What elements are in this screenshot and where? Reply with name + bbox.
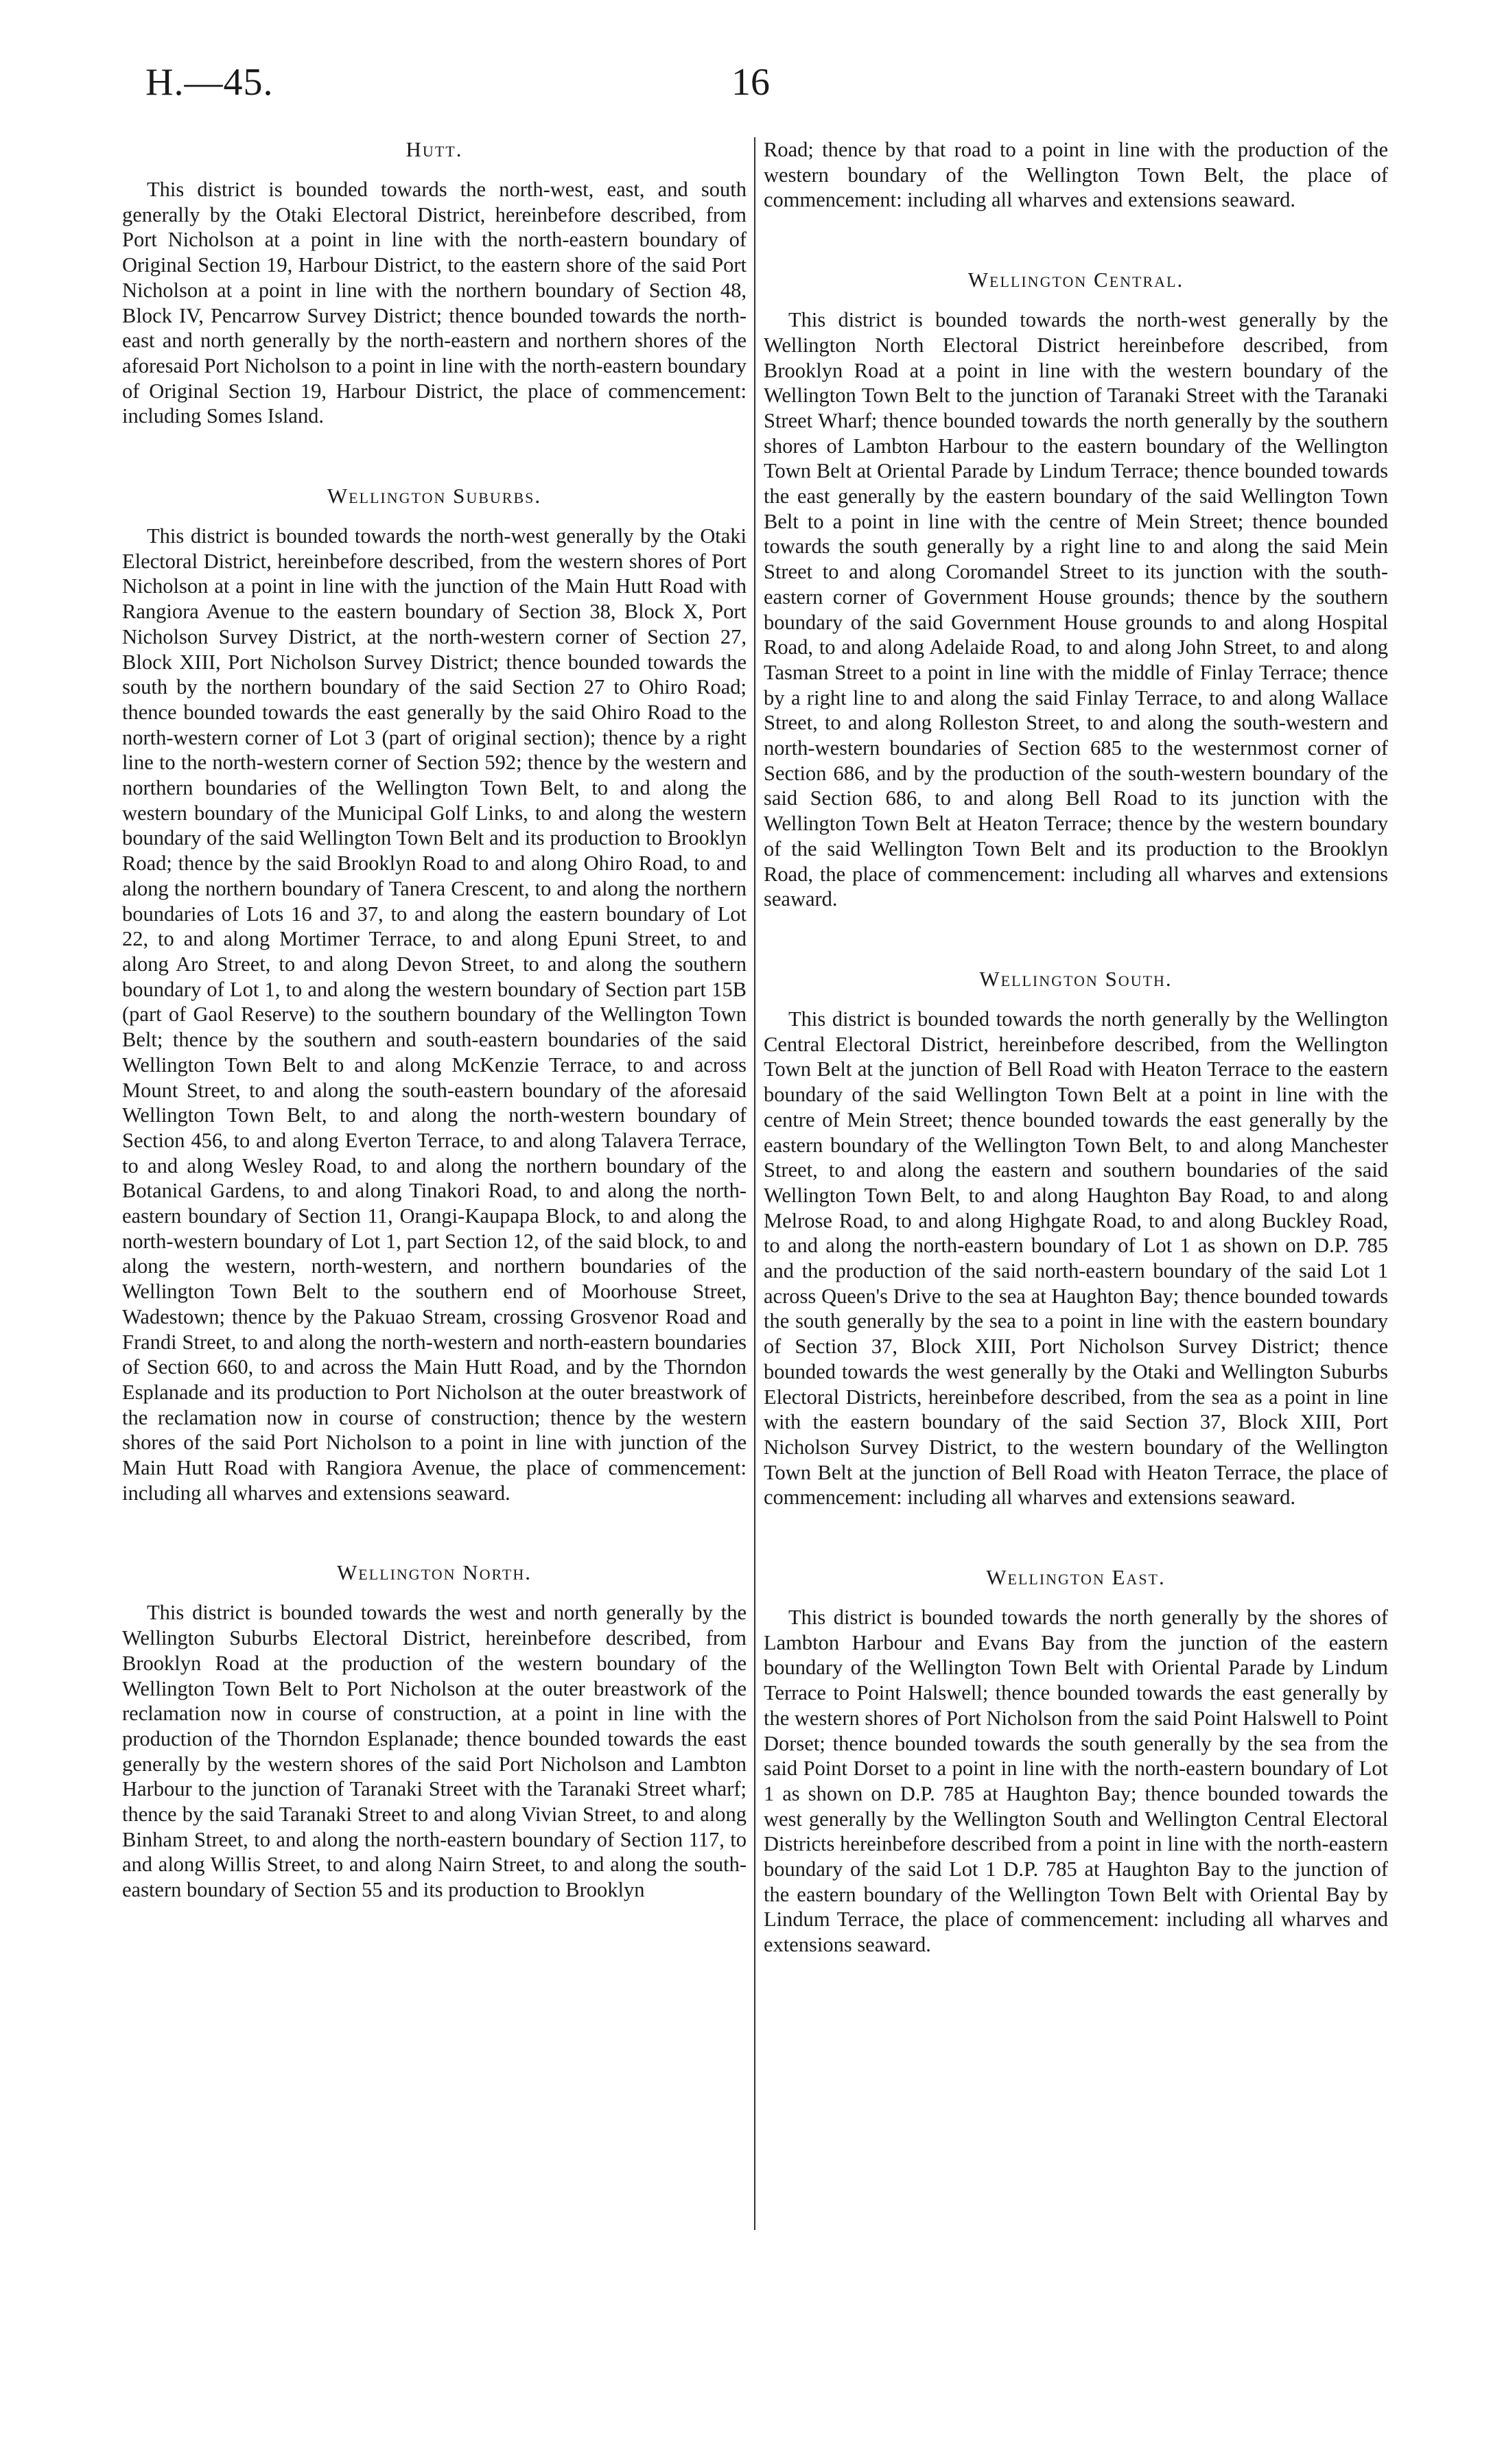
page-reference: H.—45. <box>145 61 274 104</box>
section-gap <box>764 912 1388 967</box>
section-title-hutt: Hutt. <box>406 137 463 161</box>
section-body-hutt: This district is bounded towards the north-west, east, and south generally by the Otaki Electoral District, hereinbefore described, from Port Nicholson at a point in line with the north-eastern boundary of Original Section 19, Harbour District, to the eastern shore of the said Port Nicholson at a point in line with the northern boundary of Section 48, Block IV, Pencarrow Survey District; thence bounded towards the north-east and north generally by the north-eastern and northern shores of the aforesaid Port Nicholson to a point in line with the north-eastern boundary of Original Section 19, Harbour District, the place of commencement: including Somes Island. <box>122 178 747 428</box>
section-body-wellington-central: This district is bounded towards the north-west generally by the Wellington North Electoral District hereinbefore described, from Brooklyn Road at a point in line with the western boundary of the Wellington Town Belt to the junction of Taranaki Street with the Taranaki Street Wharf; thence bounded towards the north generally by the southern shores of Lambton Harbour to the eastern boundary of the Wellington Town Belt at Oriental Parade by Lindum Terrace; thence bounded towards the east generally by the eastern boundary of the said Wellington Town Belt to a point in line with the centre of Mein Street; thence bounded towards the south generally by a right line to and along the said Mein Street to and along Coromandel Street to its junction with the south-eastern corner of Government House grounds; thence by the southern boundary of the said Government House grounds to and along Hospital Road, to and along Adelaide Road, to and along John Street, to and along Tasman Street to a point in line with the middle of Finlay Terrace; thence by a right line to and along the said Finlay Terrace, to and along Wallace Street, to and along Rolleston Street, to and along the south-western and north-western boundaries of Section 685 to the westernmost corner of Section 686, and by the production of the south-western boundary of the said Section 686, to and along Bell Road to its junction with the Wellington Town Belt at Heaton Terrace; thence by the western boundary of the said Wellington Town Belt and its production to the Brooklyn Road, the place of commencement: including all wharves and extensions seaward. <box>764 308 1388 911</box>
section-gap <box>122 1505 747 1560</box>
left-column <box>122 137 747 1903</box>
section-gap <box>122 429 747 484</box>
section-gap <box>764 1510 1388 1565</box>
section-title-wellington-central: Wellington Central. <box>967 268 1184 292</box>
section-title-wellington-south: Wellington South. <box>979 966 1173 991</box>
section-wellington-north-continued <box>764 137 1388 213</box>
section-wellington-suburbs <box>122 484 747 1505</box>
section-gap <box>764 213 1388 268</box>
section-wellington-north <box>122 1560 747 1902</box>
section-title-wellington-east: Wellington East. <box>986 1565 1166 1590</box>
section-wellington-east <box>764 1565 1388 1958</box>
right-column <box>764 137 1388 1958</box>
section-title-wellington-suburbs: Wellington Suburbs. <box>327 484 542 508</box>
section-body-wellington-south: This district is bounded towards the north generally by the Wellington Central Electoral District, hereinbefore described, from the Wellington Town Belt at the junction of Bell Road with Heaton Terrace to the eastern boundary of the said Wellington Town Belt at a point in line with the centre of Mein Street; thence bounded towards the east generally by the eastern boundary of the Wellington Town Belt, to and along Manchester Street, to and along the eastern and southern boundaries of the said Wellington Town Belt, to and along Haughton Bay Road, to and along Melrose Road, to and along Highgate Road, to and along Buckley Road, to and along the north-eastern boundary of Lot 1 as shown on D.P. 785 and the production of the said north-eastern boundary of the said Lot 1 across Queen's Drive to the sea at Haughton Bay; thence bounded towards the south generally by the sea to a point in line with the eastern boundary of Section 37, Block XIII, Port Nicholson Survey District; thence bounded towards the west generally by the Otaki and Wellington Suburbs Electoral Districts, hereinbefore described, from the sea as a point in line with the eastern boundary of the said Section 37, Block XIII, Port Nicholson Survey District, to the western boundary of the Wellington Town Belt at the junction of Bell Road with Heaton Terrace, the place of commencement: including all wharves and extensions seaward. <box>764 1007 1388 1510</box>
section-body-wellington-north-continued: Road; thence by that road to a point in line with the production of the western boundary of the Wellington Town Belt, the place of commencement: including all wharves and extensions seaward. <box>764 138 1388 212</box>
column-divider <box>754 137 755 2230</box>
section-hutt <box>122 137 747 429</box>
section-wellington-south <box>764 967 1388 1510</box>
section-body-wellington-north: This district is bounded towards the west and north generally by the Wellington Suburbs Electoral District, hereinbefore described, from Brooklyn Road at the production of the western boundary of the Wellington Town Belt to Port Nicholson at the outer breastwork of the reclamation now in course of construction, at a point in line with the production of the Thorndon Esplanade; thence bounded towards the east generally by the western shores of the said Port Nicholson and Lambton Harbour to the junction of Taranaki Street with the Taranaki Street wharf; thence by the said Taranaki Street to and along Vivian Street, to and along Binham Street, to and along the north-eastern boundary of Section 117, to and along Willis Street, to and along Nairn Street, to and along the south-eastern boundary of Section 55 and its production to Brooklyn <box>122 1601 747 1902</box>
page-number: 16 <box>731 61 770 104</box>
section-body-wellington-east: This district is bounded towards the north generally by the shores of Lambton Harbour and Evans Bay from the junction of the eastern boundary of the Wellington Town Belt with Oriental Parade by Lindum Terrace to Point Halswell; thence bounded towards the east generally by the western shores of Port Nicholson from the said Point Halswell to Point Dorset; thence bounded towards the south generally by the sea from the said Point Dorset to a point in line with the north-eastern boundary of Lot 1 as shown on D.P. 785 at Haughton Bay; thence bounded towards the west generally by the Wellington South and Wellington Central Electoral Districts hereinbefore described from a point in line with the north-eastern boundary of the said Lot 1 D.P. 785 at Haughton Bay to the junction of the eastern boundary of the Wellington Town Belt with Oriental Bay by Lindum Terrace, the place of commencement: including all wharves and extensions seaward. <box>764 1606 1388 1957</box>
section-body-wellington-suburbs: This district is bounded towards the north-west generally by the Otaki Electoral District, hereinbefore described, from the western shores of Port Nicholson at a point in line with the junction of the Main Hutt Road with Rangiora Avenue to the eastern boundary of Section 38, Block X, Port Nicholson Survey District, at the north-western corner of Section 27, Block XIII, Port Nicholson Survey District; thence bounded towards the south by the northern boundary of the said Section 27 to Ohiro Road; thence bounded towards the east generally by the said Ohiro Road to the north-western corner of Lot 3 (part of original section); thence by a right line to the north-western corner of Section 592; thence by the western and northern boundaries of the Wellington Town Belt, to and along the western boundary of the Municipal Golf Links, to and along the western boundary of the said Wellington Town Belt and its production to Brooklyn Road; thence by the said Brooklyn Road to and along Ohiro Road, to and along the northern boundary of Tanera Crescent, to and along the northern boundaries of Lots 16 and 37, to and along the eastern boundary of Lot 22, to and along Mortimer Terrace, to and along Epuni Street, to and along Aro Street, to and along Devon Street, to and along the southern boundary of Lot 1, to and along the western boundary of Section part 15B (part of Gaol Reserve) to the southern boundary of the Wellington Town Belt; thence by the southern and south-eastern boundaries of the said Wellington Town Belt to and along McKenzie Terrace, to and across Mount Street, to and along the south-eastern boundary of the aforesaid Wellington Town Belt, to and along the north-western boundary of Section 456, to and along Everton Terrace, to and along Talavera Terrace, to and along Wesley Road, to and along the northern boundary of the Botanical Gardens, to and along Tinakori Road, to and along the north-eastern boundary of Section 11, Orangi-Kaupapa Block, to and along the north-western boundary of Lot 1, part Section 12, of the said block, to and along the western, north-western, and northern boundaries of the Wellington Town Belt to the southern end of Moorhouse Street, Wadestown; thence by the Pakuao Stream, crossing Grosvenor Road and Frandi Street, to and along the north-western and north-eastern boundaries of Section 660, to and across the Main Hutt Road, and by the Thorndon Esplanade and its production to Port Nicholson at the outer breastwork of the reclamation now in course of construction; thence by the western shores of the said Port Nicholson to a point in line with junction of the Main Hutt Road with Rangiora Avenue, the place of commencement: including all wharves and extensions seaward. <box>122 524 747 1505</box>
section-title-wellington-north: Wellington North. <box>337 1560 532 1585</box>
section-wellington-central <box>764 268 1388 912</box>
